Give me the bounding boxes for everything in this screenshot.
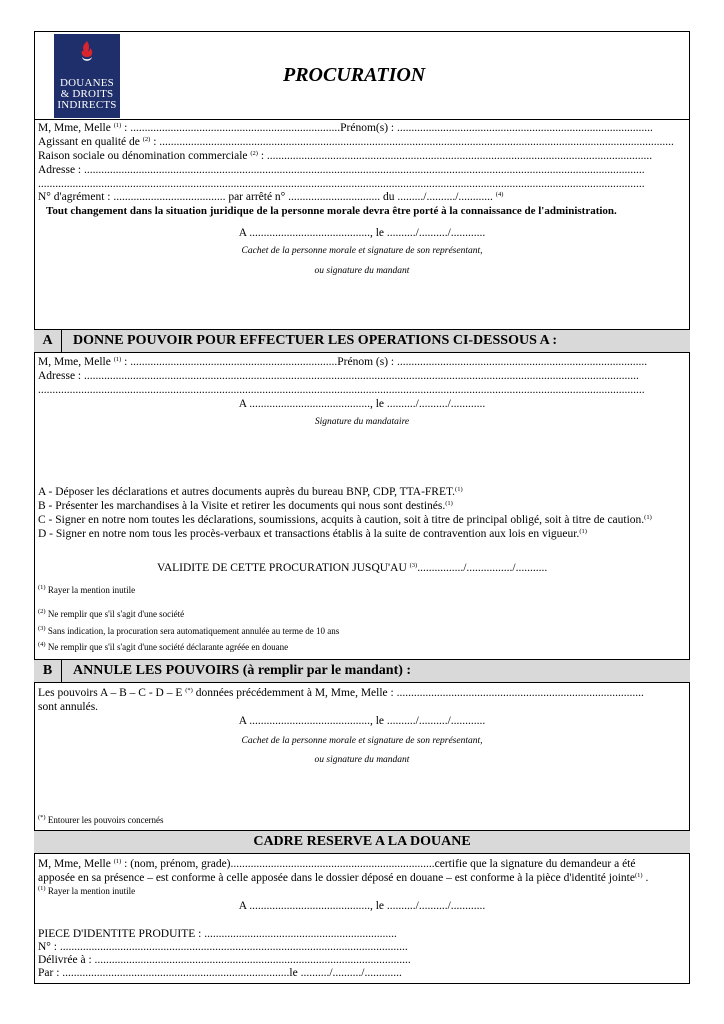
mandant-agrement-line: N° d'agrément : ....................................... par arrêté n° ................................ du ........./........../............ $^{(4)}$ — [38, 191, 504, 203]
revocation-line-2: sont annulés. — [38, 701, 99, 713]
piece-numero-line: N° : ......................................................................................................................... — [38, 941, 408, 953]
mandant-name-line: M, Mme, Melle $^{(1)}$ : .........................................................................Prénom(s) : ......................................................................................... — [38, 122, 653, 134]
revocation-footnote: (*) Entourer les pouvoirs concernés — [38, 814, 164, 825]
header-divider — [34, 119, 690, 120]
douane-place-date: A .........................................., le ........../........../............ — [238, 900, 486, 912]
logo-line-2: & DROITS — [60, 88, 114, 100]
section-b-header — [34, 659, 690, 683]
footnote-1: $^{(1)}$ Rayer la mention inutile — [38, 584, 136, 595]
piece-par-line: Par : ...............................................................................le ........../........../............. — [38, 967, 402, 979]
operation-item: C - Signer en notre nom toutes les déclarations, soumissions, acquits à caution, soit à titre de principal obligé, soit à titre de caution.$^{(1)}$ — [38, 514, 652, 526]
revocation-signature-caption-2: ou signature du mandant — [314, 755, 410, 765]
validity-line: VALIDITE DE CETTE PROCURATION JUSQU'AU $^{(3)}$................/................/........... — [157, 562, 548, 574]
section-b-letter: B — [34, 660, 62, 682]
footnote-2: $^{(2)}$ Ne remplir que s'il s'agit d'une société — [38, 608, 185, 619]
page-title: PROCURATION — [283, 64, 426, 86]
notice-text: Tout changement dans la situation juridique de la personne morale devra être porté à la connaissance de l'administration. — [46, 205, 617, 217]
douane-attestation-line: apposée en sa présence – est conforme à celle apposée dans le dossier déposé en douane – est conforme à la pièce d'identité jointe$^{(1)}$ . — [38, 872, 649, 884]
mandataire-signature-caption: Signature du mandataire — [314, 417, 410, 427]
douane-agent-line: M, Mme, Melle $^{(1)}$ : (nom, prénom, grade).......................................................................certifie que la signature du demandeur a été — [38, 858, 636, 870]
mandataire-adresse-line-2: ................................................................................................................................................................................................................... — [38, 384, 645, 396]
mandant-adresse-line-2: ................................................................................................................................................................................................................... — [38, 178, 645, 190]
mandant-adresse-line: Adresse : ................................................................................................................................................................................................... — [38, 164, 645, 176]
section-douane-header — [34, 830, 690, 854]
revocation-line: Les pouvoirs A – B – C - D – E (*) données précédemment à M, Mme, Melle : ...................................................................................... — [38, 687, 644, 699]
section-a-letter: A — [34, 330, 62, 352]
section-a-header — [34, 329, 690, 353]
mandataire-place-date: A .........................................., le ........../........../............ — [238, 398, 486, 410]
logo-line-1: DOUANES — [60, 77, 114, 89]
mandant-place-date: A .........................................., le ........../........../............ — [238, 227, 486, 239]
mandant-qualite-line: Agissant en qualité de $^{(2)}$ : ................................................................................................................................................................................... — [38, 136, 674, 148]
flame-icon — [79, 40, 95, 64]
operation-item: A - Déposer les déclarations et autres documents auprès du bureau BNP, CDP, TTA-FRET.$^{(1)}$ — [38, 486, 463, 498]
section-b-title: ANNULE LES POUVOIRS (à remplir par le mandant) : — [73, 663, 412, 678]
mandant-signature-caption-1: Cachet de la personne morale et signature de son représentant, — [241, 246, 483, 256]
mandant-raison-sociale-line: Raison sociale ou dénomination commerciale $^{(2)}$ : ...................................................................................................................................... — [38, 150, 653, 162]
section-a-title: DONNE POUVOIR POUR EFFECTUER LES OPERATIONS CI-DESSOUS A : — [73, 333, 558, 348]
mandataire-name-line: M, Mme, Melle $^{(1)}$ : ........................................................................Prénom (s) : ....................................................................................... — [38, 356, 648, 368]
piece-delivree-line: Délivrée à : .............................................................................................................. — [38, 954, 411, 966]
revocation-place-date: A .........................................., le ........../........../............ — [238, 715, 486, 727]
section-douane-title: CADRE RESERVE A LA DOUANE — [253, 834, 471, 849]
footnote-4: $^{(4)}$ Ne remplir que s'il s'agit d'une société déclarante agréée en douane — [38, 641, 289, 652]
douanes-logo — [54, 34, 120, 118]
mandataire-adresse-line: Adresse : ................................................................................................................................................................................................. — [38, 370, 639, 382]
mandant-signature-caption-2: ou signature du mandant — [314, 266, 410, 276]
footnote-3: $^{(3)}$ Sans indication, la procuration sera automatiquement annulée au terme de 10 ans — [38, 625, 340, 636]
revocation-signature-caption-1: Cachet de la personne morale et signature de son représentant, — [241, 736, 483, 746]
piece-identite-line: PIECE D'IDENTITE PRODUITE : ................................................................... — [38, 928, 397, 940]
douane-footnote: $^{(1)}$ Rayer la mention inutile — [38, 885, 136, 896]
operation-item: B - Présenter les marchandises à la Visite et retirer les documents qui nous sont destinés.$^{(1)}$ — [38, 500, 453, 512]
operation-item: D - Signer en notre nom tous les procès-verbaux et transactions établis à la suite de contravention aux lois en vigueur.$^{(1)}$ — [38, 528, 587, 540]
logo-line-3: INDIRECTS — [57, 99, 117, 111]
